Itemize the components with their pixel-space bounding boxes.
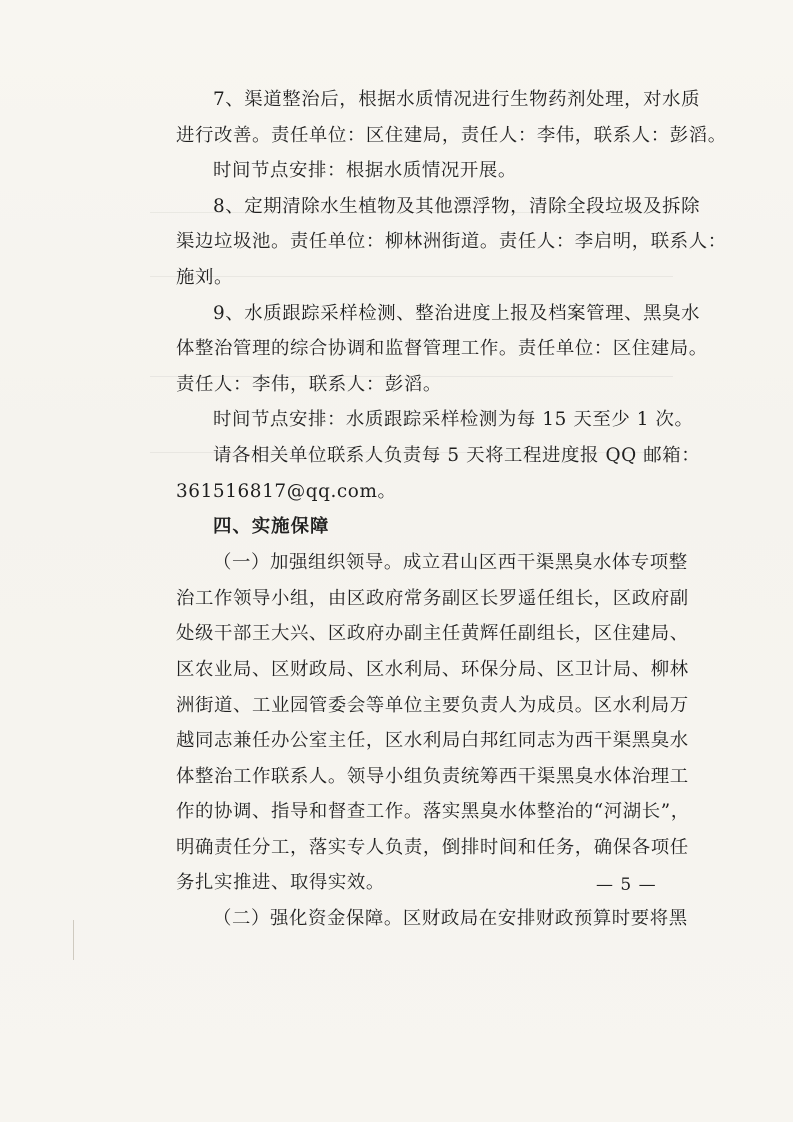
paragraph-line: 处级干部王大兴、区政府办副主任黄辉任副组长，区住建局、 bbox=[176, 623, 689, 645]
paragraph-line: 治工作领导小组，由区政府常务副区长罗遥任组长，区政府副 bbox=[176, 587, 689, 609]
paragraph-line: 明确责任分工，落实专人负责，倒排时间和任务，确保各项任 bbox=[176, 836, 689, 858]
document-body bbox=[176, 82, 727, 937]
paragraph-line: 区农业局、区财政局、区水利局、环保分局、区卫计局、柳林 bbox=[176, 658, 689, 680]
work-items bbox=[176, 82, 727, 509]
section-heading: 四、实施保障 bbox=[213, 516, 330, 538]
paragraph-line: 7、渠道整治后，根据水质情况进行生物药剂处理，对水质 bbox=[213, 89, 701, 110]
page-number: — 5 — bbox=[596, 875, 657, 895]
paragraph-line: 渠边垃圾池。责任单位：柳林洲街道。责任人：李启明，联系人： bbox=[176, 231, 727, 253]
paragraph-line: 责任人：李伟，联系人：彭滔。 bbox=[176, 373, 442, 395]
paragraph-line: 体整治工作联系人。领导小组负责统筹西干渠黑臭水体治理工 bbox=[176, 765, 689, 787]
paragraph-line: 时间节点安排：根据水质情况开展。 bbox=[213, 160, 517, 182]
paragraph-line: 8、定期清除水生植物及其他漂浮物，清除全段垃圾及拆除 bbox=[213, 195, 701, 217]
paragraph-line: 9、水质跟踪采样检测、整治进度上报及档案管理、黑臭水 bbox=[213, 302, 701, 324]
paragraph-line: 施刘。 bbox=[176, 266, 233, 288]
paragraph-line: （二）强化资金保障。区财政局在安排财政预算时要将黑 bbox=[213, 908, 688, 930]
paragraph-line: 请各相关单位联系人负责每 5 天将工程进度报 QQ 邮箱： bbox=[213, 444, 701, 466]
email-line: 361516817@qq.com。 bbox=[176, 480, 397, 502]
paragraph-line: 洲街道、工业园管委会等单位主要负责人为成员。区水利局万 bbox=[176, 694, 689, 716]
paragraph-line: 时间节点安排：水质跟踪采样检测为每 15 天至少 1 次。 bbox=[213, 409, 694, 431]
paragraph-line: （一）加强组织领导。成立君山区西干渠黑臭水体专项整 bbox=[213, 552, 688, 574]
paragraph-line: 务扎实推进、取得实效。 bbox=[176, 872, 385, 894]
paragraph-line: 越同志兼任办公室主任，区水利局白邦红同志为西干渠黑臭水 bbox=[176, 730, 689, 752]
paragraph-line: 体整治管理的综合协调和监督管理工作。责任单位：区住建局。 bbox=[176, 338, 708, 360]
paragraph-line: 进行改善。责任单位：区住建局，责任人：李伟，联系人：彭滔。 bbox=[176, 124, 727, 146]
section-body bbox=[176, 545, 690, 937]
scan-margin-mark bbox=[73, 920, 74, 960]
paragraph-line: 作的协调、指导和督查工作。落实黑臭水体整治的“河湖长”， bbox=[176, 801, 690, 823]
